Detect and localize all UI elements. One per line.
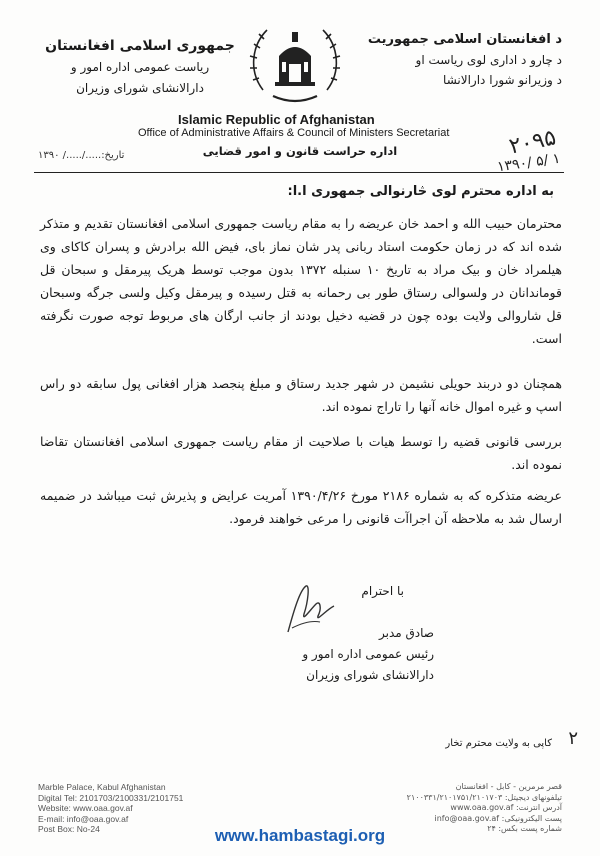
footer-dari-postbox: شماره پست بکس: ۲۴ bbox=[487, 824, 562, 833]
english-subtitle: Office of Administrative Affairs & Council of Ministers Secretariat bbox=[138, 127, 450, 139]
closing-salutation: با احترام bbox=[361, 584, 404, 598]
date-label: تاریخ:...../...../ ۱۳۹۰ bbox=[38, 150, 125, 161]
handwritten-number: ۲۰۹۵ bbox=[506, 125, 559, 160]
signer-title-line-1: رئیس عمومی اداره امور و bbox=[302, 647, 434, 661]
signature-block bbox=[234, 623, 434, 686]
body-paragraph-3: بررسی قانونی قضیه را توسط هیات با صلاحیت از مقام ریاست جمهوری اسلامی افغانستان تقاضا نموده اند. bbox=[40, 434, 562, 472]
header-pashto-line-3: د وزیرانو شورا دارالانشا bbox=[443, 73, 562, 87]
addressee: به اداره محترم لوی څارنوالی جمهوری ا.ا: bbox=[287, 184, 554, 199]
header-pashto bbox=[332, 30, 562, 90]
signer-title-line-2: دارالانشای شورای وزیران bbox=[306, 668, 434, 682]
footer-website: Website: www.oaa.gov.af bbox=[38, 803, 133, 813]
signer-name: صادق مدبر bbox=[378, 626, 434, 640]
footer-address: Marble Palace, Kabul Afghanistan bbox=[38, 782, 166, 792]
body-paragraph-1: محترمان حبیب الله و احمد خان عریضه را به مقام ریاست جمهوری اسلامی افغانستان تقدیم و متذکر شده اند که در زمان حکومت استاد ربانی پدر شان نماز بای، فیض الله برادرش و پسران کاکای وی هیلمراد خان و بیک مراد به تاریخ ۱۰ سنبله ۱۳۷۲ بدون موجب توسط هریک پیرمقل و سبحان قل قوماندانان در ولسوالی رستاق طور بی رحمانه به قتل رسیده و پیرمقل وکیل ولسی جرگه وسبحان قل شاروالی ولایت بوده چون در قضیه دخیل بودند از جانب ارگان های مربوط توجه صورت نگرفته است. bbox=[40, 216, 563, 346]
national-emblem-icon bbox=[245, 12, 345, 112]
department-name: اداره حراست قانون و امور قضایی bbox=[202, 144, 398, 158]
copy-marker: ۲ bbox=[568, 728, 578, 749]
body-paragraph-2: همچنان دو دربند حویلی نشیمن در شهر جدید رستاق و مبلغ پنجصد هزار افغانی پول سابقه دو راس اسپ و غیره اموال خانه آنها را تاراج نموده اند. bbox=[40, 376, 562, 414]
header-divider bbox=[34, 172, 564, 173]
watermark-link[interactable]: www.hambastagi.org bbox=[214, 826, 386, 845]
body-paragraph-4: عریضه متذکره که به شماره ۲۱۸۶ مورخ ۱۳۹۰/۴/۲۶ آمریت عرایض و پذیرش ثبت میباشد در ضمیمه ارسال شد به ملاحظه آن اجراآت قانونی را مرعی خواهند فرمود. bbox=[40, 488, 562, 526]
header-pashto-line-1: د افغانستان اسلامی جمهوریت bbox=[367, 32, 562, 47]
copy-note: کاپی به ولایت محترم تخار bbox=[445, 738, 552, 749]
handwritten-date: ۱۳۹۰/ ۵/ ۱ bbox=[495, 150, 561, 176]
header-dari bbox=[40, 36, 240, 99]
header-dari-line-2: ریاست عمومی اداره امور و bbox=[70, 60, 210, 74]
footer-email: E-mail: info@oaa.gov.af bbox=[38, 813, 129, 824]
english-title: Islamic Republic of Afghanistan bbox=[178, 112, 375, 127]
footer-dari-website: آدرس انترنت: www.oaa.gov.af bbox=[450, 803, 562, 812]
footer-dari-phone: تیلفونهای دیجیتل: ۲۱۰۰۳۳۱/۲۱۰۱۷۵۱/۲۱۰۱۷۰۳ bbox=[406, 792, 562, 802]
footer-dari-email: پست الیکترونیکی: info@oaa.gov.af bbox=[434, 813, 562, 823]
footer-postbox: Post Box: No-24 bbox=[38, 824, 100, 834]
footer-dari-address: قصر مرمرین - کابل - افغانستان bbox=[455, 782, 562, 791]
footer-phone: Digital Tel: 2101703/2100331/2101751 bbox=[38, 792, 184, 803]
header-pashto-line-2: د چارو د اداری لوی ریاست او bbox=[415, 53, 562, 67]
header-dari-line-1: جمهوری اسلامی افغانستان bbox=[45, 38, 235, 54]
header-dari-line-3: دارالانشای شورای وزیران bbox=[76, 81, 204, 95]
